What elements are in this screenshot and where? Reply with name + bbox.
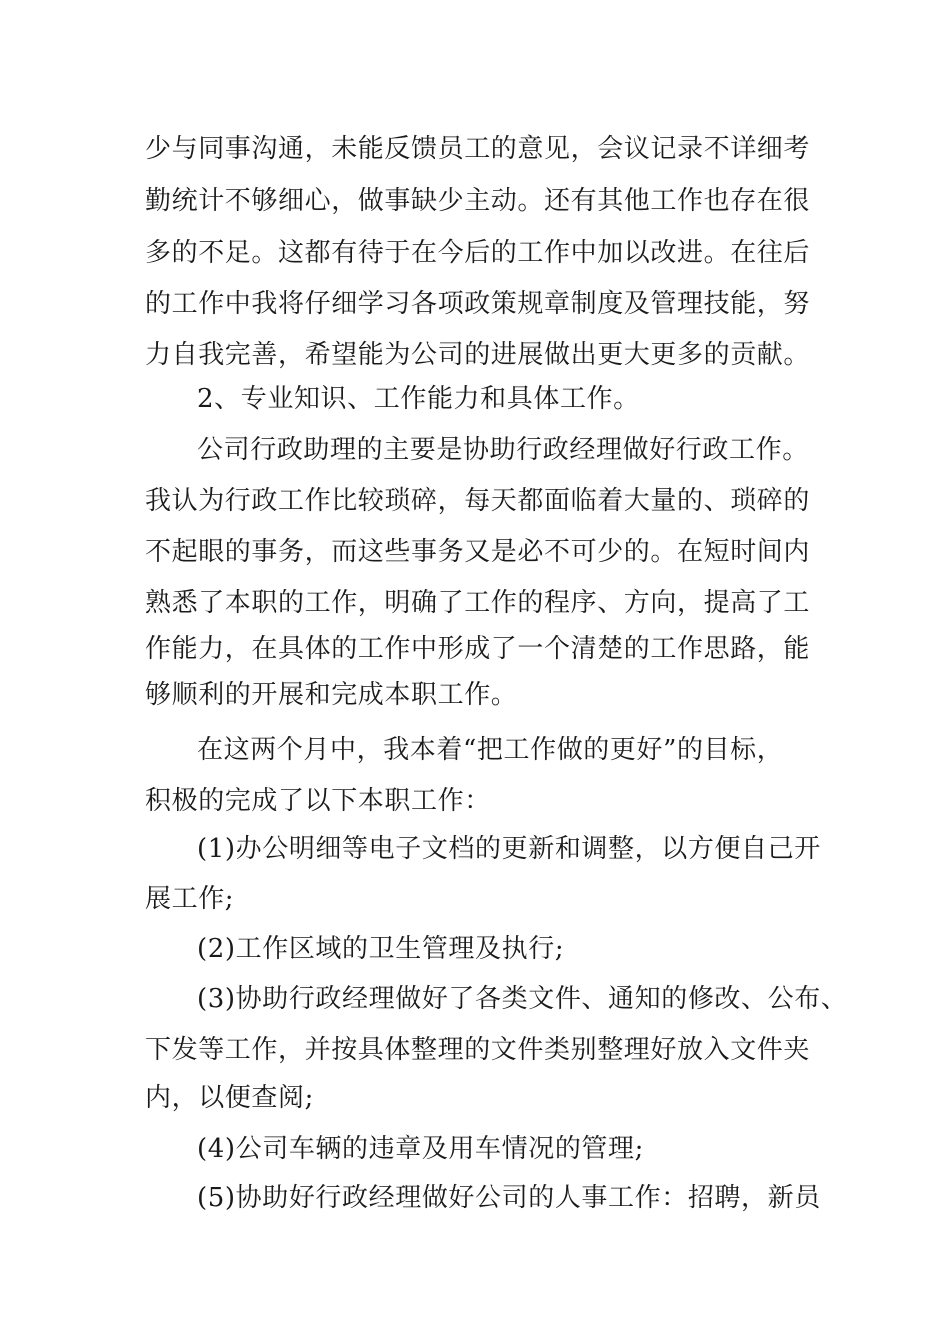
- section-heading: 2、专业知识、工作能力和具体工作。: [197, 384, 640, 414]
- paragraph-line: 作能力，在具体的工作中形成了一个清楚的工作思路，能: [145, 634, 811, 664]
- paragraph-line: 在这两个月中，我本着“把工作做的更好”的目标，: [197, 735, 784, 765]
- paragraph-line: 公司行政助理的主要是协助行政经理做好行政工作。: [197, 435, 809, 465]
- list-item-continuation: 下发等工作，并按具体整理的文件类别整理好放入文件夹: [145, 1035, 811, 1065]
- list-item: (2)工作区域的卫生管理及执行;: [197, 934, 565, 964]
- paragraph-line: 我认为行政工作比较琐碎，每天都面临着大量的、琐碎的: [145, 486, 811, 516]
- list-item: (5)协助好行政经理做好公司的人事工作：招聘，新员: [197, 1183, 821, 1213]
- list-item: (1)办公明细等电子文档的更新和调整，以方便自己开: [197, 834, 821, 864]
- paragraph-line: 的工作中我将仔细学习各项政策规章制度及管理技能，努: [145, 289, 811, 319]
- paragraph-line: 少与同事沟通，未能反馈员工的意见，会议记录不详细考: [145, 134, 811, 164]
- paragraph-line: 熟悉了本职的工作，明确了工作的程序、方向，提高了工: [145, 588, 811, 618]
- list-item-continuation: 展工作;: [145, 884, 235, 914]
- paragraph-line: 多的不足。这都有待于在今后的工作中加以改进。在往后: [145, 238, 811, 268]
- list-item-continuation: 内，以便查阅;: [145, 1083, 314, 1113]
- paragraph-line: 力自我完善，希望能为公司的进展做出更大更多的贡献。: [145, 340, 811, 370]
- paragraph-line: 勤统计不够细心，做事缺少主动。还有其他工作也存在很: [145, 186, 811, 216]
- paragraph-line: 积极的完成了以下本职工作：: [145, 786, 491, 816]
- paragraph-line: 不起眼的事务，而这些事务又是必不可少的。在短时间内: [145, 537, 811, 567]
- list-item: (3)协助行政经理做好了各类文件、通知的修改、公布、: [197, 984, 848, 1014]
- paragraph-line: 够顺利的开展和完成本职工作。: [145, 680, 518, 710]
- list-item: (4)公司车辆的违章及用车情况的管理;: [197, 1134, 644, 1164]
